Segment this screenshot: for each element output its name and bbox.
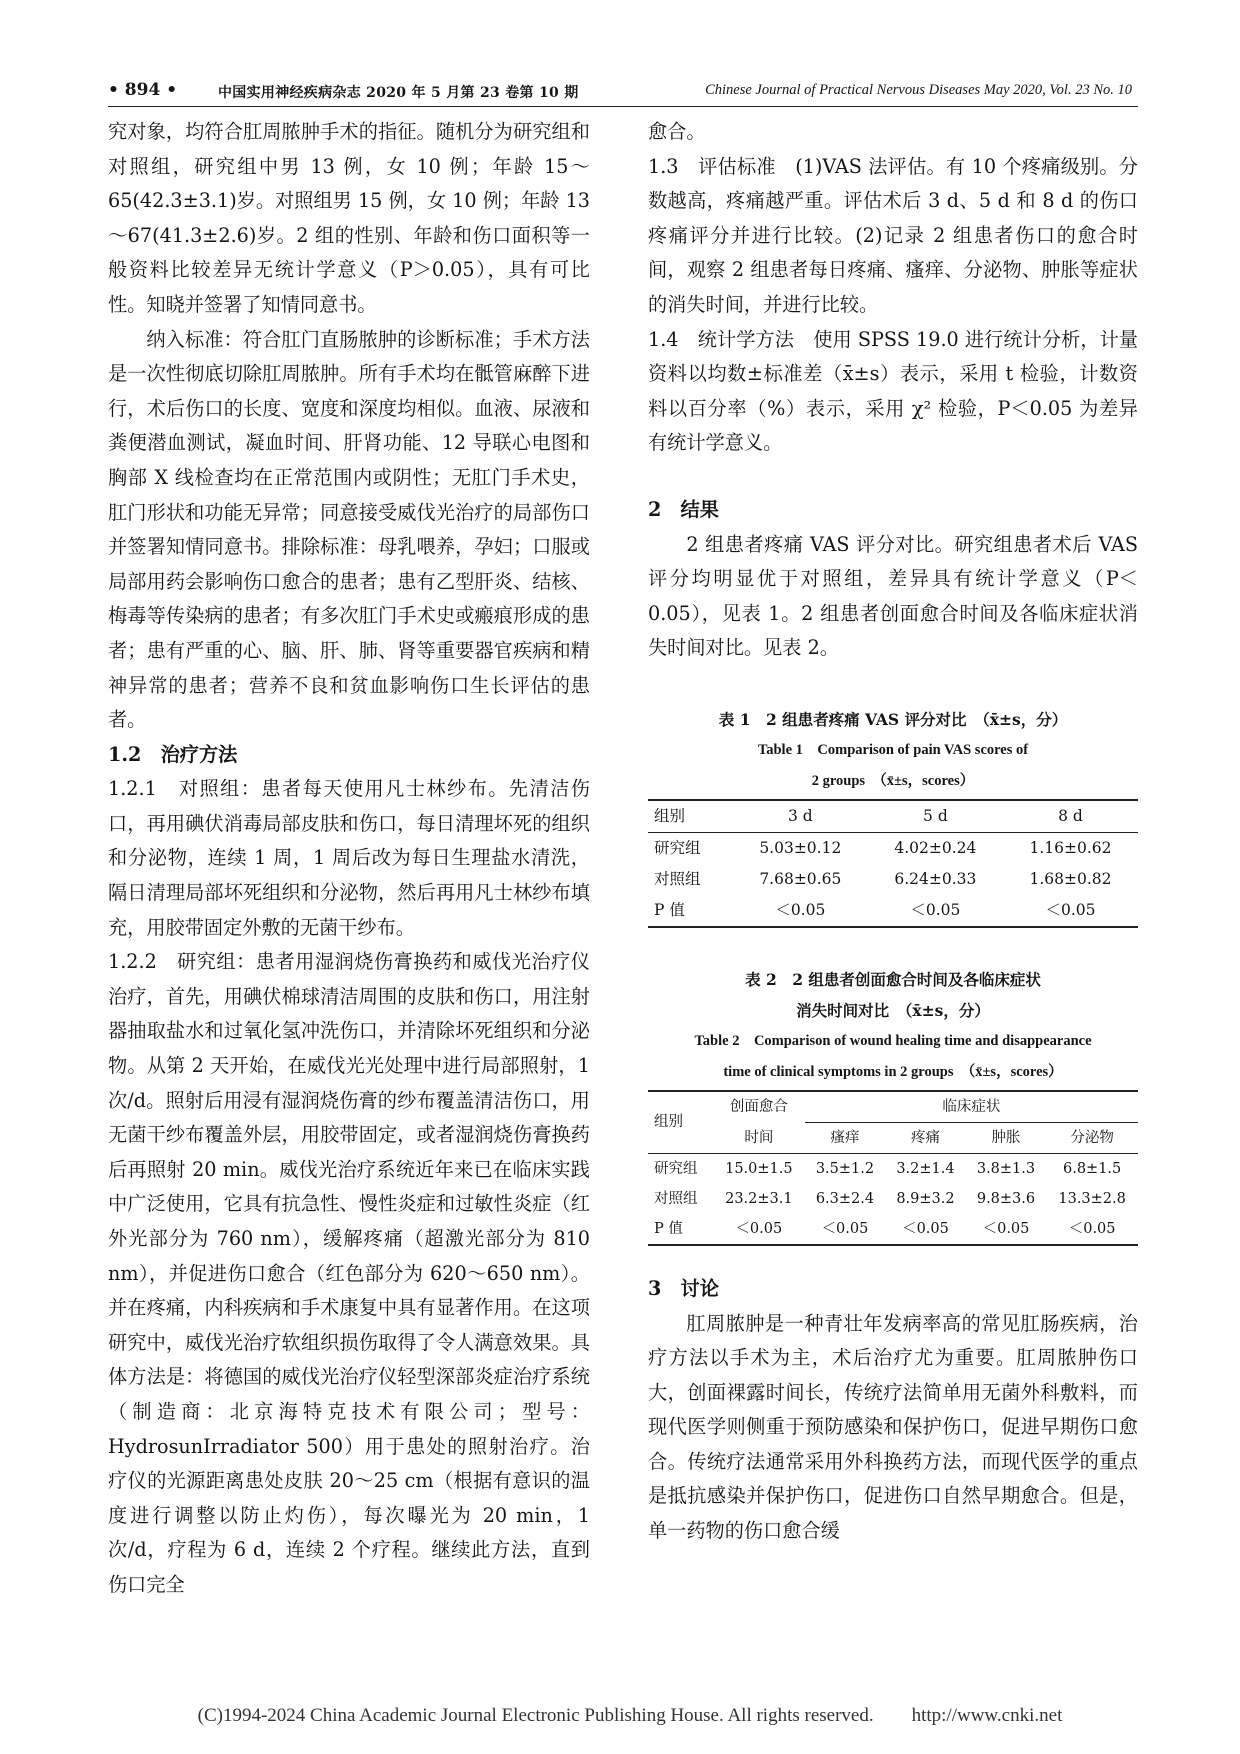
table-cell: 6.8±1.5 — [1062, 1160, 1122, 1177]
table-2-grid — [648, 1090, 1138, 1246]
row-label: 对照组 — [654, 1190, 698, 1207]
table-row — [648, 1214, 1138, 1245]
table-2-caption-en: Table 2 Comparison of wound healing time and disappearance — [694, 1032, 1092, 1049]
column-header: 肿胀 — [966, 1122, 1047, 1153]
table-row — [648, 864, 1138, 895]
paragraph-statistics: 1.4 统计学方法 使用 SPSS 19.0 进行统计分析，计量资料以均数±标准差（x̄±s）表示，采用 t 检验，计数资料以百分率（%）表示，采用 χ² 检验，P＜0.05 为差异有统计学意义。 — [648, 327, 1138, 455]
table-cell: 4.02±0.24 — [894, 838, 977, 857]
row-label: 研究组 — [654, 1160, 698, 1177]
table-cell: 1.68±0.82 — [1029, 869, 1112, 888]
table-header-row — [648, 1122, 1138, 1153]
table-cell: ＜0.05 — [868, 895, 1003, 927]
paragraph-healing-end: 愈合。 — [648, 120, 706, 143]
table-cell: 3.2±1.4 — [896, 1160, 955, 1177]
row-label: P 值 — [648, 1214, 713, 1245]
paragraph-discussion: 肛周脓肿是一种青壮年发病率高的常见肛肠疾病，治疗方法以手术为主，术后治疗尤为重要。肛周脓肿伤口大，创面裸露时间长，传统疗法简单用无菌外科敷料，而现代医学则侧重于预防感染和保护伤口，促进早期伤口愈合。传统疗法通常采用外科换药方法，而现代医学的重点是抵抗感染并保护伤口，促进伤口自然早期愈合。但是，单一药物的伤口愈合缓 — [648, 1311, 1138, 1543]
table-cell: ＜0.05 — [713, 1214, 805, 1245]
column-header: 8 d — [1003, 800, 1138, 833]
header-rule — [108, 106, 1138, 107]
table-header-row — [648, 1091, 1138, 1123]
table-2-caption-en-2: time of clinical symptoms in 2 groups （x̄±s，scores） — [723, 1063, 1063, 1080]
journal-title-cn: 中国实用神经疾病杂志 2020 年 5 月第 23 卷第 10 期 — [218, 85, 579, 101]
row-label: 研究组 — [654, 838, 701, 857]
table-cell: 13.3±2.8 — [1058, 1190, 1126, 1207]
table-cell: 9.8±3.6 — [976, 1190, 1036, 1207]
column-header: 分泌物 — [1046, 1122, 1138, 1153]
column-header: 瘙痒 — [805, 1122, 886, 1153]
table-cell: ＜0.05 — [1046, 1214, 1138, 1245]
copyright-footer: (C)1994-2024 China Academic Journal Electronic Publishing House. All rights reserved. http://www.cnki.net — [197, 1705, 1063, 1726]
column-header: 组别 — [648, 800, 733, 833]
table-cell: 3.8±1.3 — [976, 1160, 1036, 1177]
row-label: P 值 — [648, 895, 733, 927]
paragraph-control-group: 1.2.1 对照组：患者每天使用凡士林纱布。先清洁伤口，再用碘伏消毒局部皮肤和伤口，每日清理坏死的组织和分泌物，连续 1 周，1 周后改为每日生理盐水清洗，隔日清理局部坏死组织和分泌物，然后再用凡士林纱布填充，用胶带固定外敷的无菌干纱布。 — [108, 777, 590, 939]
column-group-header: 临床症状 — [805, 1091, 1138, 1123]
table-2-caption-cn: 表 2 2 组患者创面愈合时间及各临床症状 — [745, 969, 1041, 989]
row-label: 对照组 — [654, 869, 701, 888]
table-cell: ＜0.05 — [1003, 895, 1138, 927]
heading-results: 2 结果 — [648, 497, 719, 521]
column-header: 疼痛 — [885, 1122, 966, 1153]
table-cell: ＜0.05 — [805, 1214, 886, 1245]
column-header: 5 d — [868, 800, 1003, 833]
table-1 — [648, 704, 1138, 928]
table-cell: 6.3±2.4 — [815, 1190, 875, 1207]
column-header: 创面愈合 — [713, 1091, 805, 1123]
heading-discussion: 3 讨论 — [648, 1276, 719, 1300]
table-cell: 6.24±0.33 — [894, 869, 977, 888]
table-cell: 3.5±1.2 — [815, 1160, 875, 1177]
column-header: 时间 — [713, 1122, 805, 1153]
table-cell: ＜0.05 — [966, 1214, 1047, 1245]
table-2-caption-cn-2: 消失时间对比 （x̄±s，分） — [796, 1000, 990, 1020]
paragraph-criteria: 纳入标准：符合肛门直肠脓肿的诊断标准；手术方法是一次性彻底切除肛周脓肿。所有手术均在骶管麻醉下进行，术后伤口的长度、宽度和深度均相似。血液、尿液和粪便潜血测试，凝血时间、肝肾功能、12 导联心电图和胸部 X 线检查均在正常范围内或阴性；无肛门手术史，肛门形状和功能无异常；同意接受威伐光治疗的局部伤口并签署知情同意书。排除标准：母乳喂养，孕妇；口服或局部用药会影响伤口愈合的患者；患有乙型肝炎、结核、梅毒等传染病的患者；有多次肛门手术史或瘢痕形成的患者；患有严重的心、脑、肝、肺、肾等重要器官疾病和精神异常的患者；营养不良和贫血影响伤口生长评估的患者。 — [108, 327, 590, 732]
right-column — [648, 115, 1138, 1549]
table-cell: 23.2±3.1 — [725, 1190, 793, 1207]
journal-title-en: Chinese Journal of Practical Nervous Diseases May 2020, Vol. 23 No. 10 — [705, 82, 1132, 98]
left-column — [108, 115, 590, 1603]
table-cell: 15.0±1.5 — [725, 1160, 793, 1177]
table-1-caption-cn: 表 1 2 组患者疼痛 VAS 评分对比 （x̄±s，分） — [718, 709, 1068, 729]
table-cell: ＜0.05 — [733, 895, 868, 927]
table-row — [648, 895, 1138, 927]
paragraph-subjects: 究对象，均符合肛周脓肿手术的指征。随机分为研究组和对照组，研究组中男 13 例，女 10 例；年龄 15～65(42.3±3.1)岁。对照组男 15 例，女 10 例；年龄 13～67(41.3±2.6)岁。2 组的性别、年龄和伤口面积等一般资料比较差异无统计学意义（P＞0.05），具有可比性。知晓并签署了知情同意书。 — [108, 120, 590, 316]
paragraph-evaluation: 1.3 评估标准 (1)VAS 法评估。有 10 个疼痛级别。分数越高，疼痛越严重。评估术后 3 d、5 d 和 8 d 的伤口疼痛评分并进行比较。(2)记录 2 组患者伤口的愈合时间，观察 2 组患者每日疼痛、瘙痒、分泌物、肿胀等症状的消失时间，并进行比较。 — [648, 154, 1138, 316]
running-header — [108, 76, 1132, 106]
heading-1-2: 1.2 治疗方法 — [108, 742, 238, 766]
table-cell: 5.03±0.12 — [759, 838, 842, 857]
column-header: 组别 — [648, 1091, 713, 1154]
table-cell: 8.9±3.2 — [896, 1190, 955, 1207]
table-cell: 7.68±0.65 — [759, 869, 842, 888]
table-2 — [648, 964, 1138, 1246]
table-row — [648, 832, 1138, 864]
table-header-row — [648, 800, 1138, 833]
table-1-caption-en-2: 2 groups （x̄±s，scores） — [811, 772, 975, 789]
column-header: 3 d — [733, 800, 868, 833]
table-cell: 1.16±0.62 — [1029, 838, 1112, 857]
table-1-grid — [648, 799, 1138, 928]
paragraph-results: 2 组患者疼痛 VAS 评分对比。研究组患者术后 VAS 评分均明显优于对照组，差异具有统计学意义（P＜0.05），见表 1。2 组患者创面愈合时间及各临床症状消失时间对比。见表 2。 — [648, 532, 1138, 660]
paragraph-study-group: 1.2.2 研究组：患者用湿润烧伤膏换药和威伐光治疗仪治疗，首先，用碘伏棉球清洁周围的皮肤和伤口，用注射器抽取盐水和过氧化氢冲洗伤口，并清除坏死组织和分泌物。从第 2 天开始，在威伐光光处理中进行局部照射，1 次/d。照射后用浸有湿润烧伤膏的纱布覆盖清洁伤口，用无菌干纱布覆盖外层，用胶带固定，或者湿润烧伤膏换药后再照射 20 min。威伐光治疗系统近年来已在临床实践中广泛使用，它具有抗急性、慢性炎症和过敏性炎症（红外光部分为 760 nm），缓解疼痛（超激光部分为 810 nm），并促进伤口愈合（红色部分为 620～650 nm）。并在疼痛，内科疾病和手术康复中具有显著作用。在这项研究中，威伐光治疗软组织损伤取得了令人满意效果。具体方法是：将德国的威伐光治疗仪轻型深部炎症治疗系统（制造商：北京海特克技术有限公司；型号：HydrosunIrradiator 500）用于患处的照射治疗。治疗仪的光源距离患处皮肤 20～25 cm（根据有意识的温度进行调整以防止灼伤），每次曝光为 20 min，1 次/d，疗程为 6 d，连续 2 个疗程。继续此方法，直到伤口完全 — [108, 950, 590, 1596]
table-1-caption-en: Table 1 Comparison of pain VAS scores of — [757, 741, 1029, 758]
table-row — [648, 1153, 1138, 1184]
table-cell: ＜0.05 — [885, 1214, 966, 1245]
table-row — [648, 1184, 1138, 1214]
page-number: • 894 • — [108, 80, 178, 100]
